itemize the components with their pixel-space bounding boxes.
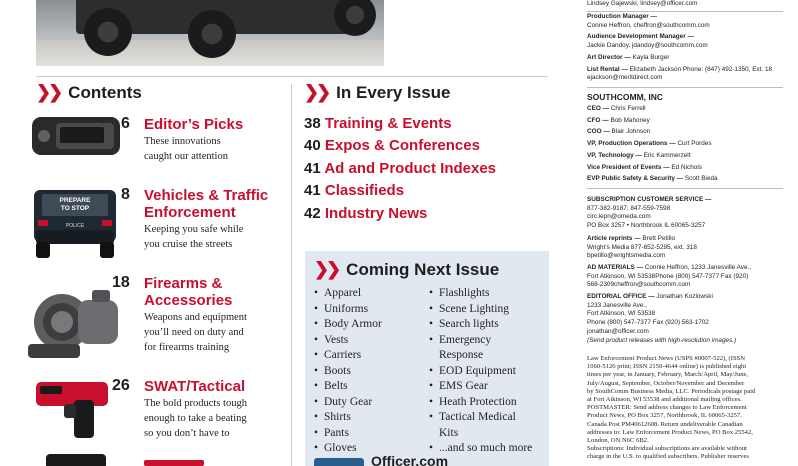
legal-line: London, ON N6C 6B2. bbox=[587, 437, 649, 445]
in-every-issue-list bbox=[304, 113, 496, 225]
issue-label: Ad and Product Indexes bbox=[324, 159, 497, 177]
entry-description bbox=[144, 222, 243, 252]
entry-description bbox=[144, 134, 228, 164]
entry-page-number: 18 bbox=[112, 274, 130, 291]
desc-line: The bold products tough bbox=[144, 398, 247, 409]
issue-item[interactable] bbox=[304, 113, 496, 135]
ad-materials-line: Connie Heffron, 1233 Janesville Ave., bbox=[644, 264, 752, 271]
officer-entry bbox=[587, 115, 787, 127]
officer-name: Ed Nichols bbox=[671, 163, 702, 171]
entry-description bbox=[144, 310, 247, 355]
list-item-line: Tactical Medical bbox=[439, 411, 516, 423]
officer-role: Vice President of Events — bbox=[587, 163, 670, 171]
desc-line: for firearms training bbox=[144, 342, 230, 353]
list-item: • Vests bbox=[314, 333, 432, 349]
staff-name: Jackie Dandoy, jdandoy@southcomm.com bbox=[587, 42, 708, 50]
title-line: Accessories bbox=[144, 292, 233, 309]
legal-line: Law Enforcement Product News (USPS #0007-522), (ISSN bbox=[587, 355, 746, 362]
list-item: • Body Armor bbox=[314, 317, 432, 333]
issue-label: Expos & Conferences bbox=[324, 137, 480, 155]
column-divider bbox=[291, 84, 292, 466]
police-vehicle-thumbnail bbox=[30, 186, 120, 260]
vehicle-text: PREPARE bbox=[59, 197, 91, 204]
staff-role: Audience Development Manager — bbox=[587, 33, 694, 41]
chevron-right-icon: ❯❯ bbox=[36, 82, 61, 102]
officer-role: VP, Technology — bbox=[587, 151, 642, 159]
list-item: • Duty Gear bbox=[314, 395, 432, 411]
title-line: Firearms & bbox=[144, 275, 223, 292]
officer-entry bbox=[587, 138, 787, 150]
photo-wheel-front bbox=[84, 8, 132, 56]
issue-item[interactable] bbox=[304, 158, 496, 180]
coming-next-issue-heading-text: Coming Next Issue bbox=[346, 259, 500, 279]
vehicle-text: POLICE bbox=[65, 223, 85, 229]
officer-name: Chris Ferrell bbox=[610, 105, 646, 112]
list-item: • Boots bbox=[314, 364, 432, 380]
staff-entry bbox=[587, 66, 787, 83]
list-item: • Carriers bbox=[314, 348, 432, 364]
legal-line: 1060-5126 print; ISSN 2150-4644 online) is published eight bbox=[587, 363, 747, 371]
legal-line: POSTMASTER: Send address changes to Law Enforcement bbox=[587, 404, 747, 412]
subscription-heading: SUBSCRIPTION CUSTOMER SERVICE — bbox=[587, 196, 712, 203]
staff-name: Kayla Burger bbox=[632, 53, 670, 61]
ad-materials-block bbox=[587, 264, 787, 290]
officer-entry bbox=[587, 103, 787, 115]
optic-sight-thumbnail bbox=[22, 284, 126, 368]
officer-name: Bob Mahoney bbox=[610, 116, 650, 124]
issue-page: 38 bbox=[304, 115, 321, 132]
staff-entry bbox=[587, 54, 787, 63]
masthead-staff bbox=[587, 13, 787, 83]
masthead-divider bbox=[587, 188, 783, 189]
editorial-line: Phone (800) 547-7377 Fax (920) 563-1702 bbox=[587, 319, 709, 327]
officer-role: EVP Public Safety & Security — bbox=[587, 175, 684, 183]
reprints-block bbox=[587, 235, 787, 261]
desc-line: caught our attention bbox=[144, 151, 228, 162]
photo-wheel-mid bbox=[188, 10, 236, 58]
editorial-line: 1233 Janesville Ave., bbox=[587, 301, 647, 309]
editorial-note: (Send product releases with high-resolution images.) bbox=[587, 336, 737, 344]
cover-vehicle-photo bbox=[36, 0, 384, 66]
desc-line: Weapons and equipment bbox=[144, 312, 247, 323]
ad-materials-role: AD MATERIALS — bbox=[587, 264, 643, 271]
ad-materials-line: 568-2309cheffron@southcomm.com bbox=[587, 281, 691, 289]
title-line: Enforcement bbox=[144, 204, 236, 221]
desc-line: enough to take a beating bbox=[144, 413, 247, 424]
list-item: • Belts bbox=[314, 379, 432, 395]
officer-logo-text[interactable]: Officer.com bbox=[371, 454, 449, 466]
issue-item[interactable] bbox=[304, 203, 496, 225]
issue-item[interactable] bbox=[304, 135, 496, 157]
officer-entry bbox=[587, 126, 787, 138]
staff-entry bbox=[587, 33, 787, 50]
masthead-divider bbox=[587, 11, 783, 12]
list-item-line: Kits bbox=[439, 426, 459, 439]
coming-next-issue-heading bbox=[314, 259, 499, 280]
entry-page-number: 26 bbox=[112, 377, 130, 394]
entry-page-number: 6 bbox=[121, 115, 130, 132]
subscription-line: PO Box 3257 • Northbrook IL 60065-3257 bbox=[587, 222, 706, 230]
entry-description bbox=[144, 396, 247, 441]
list-item bbox=[429, 333, 547, 364]
next-entry-title-fragment bbox=[144, 460, 204, 466]
list-item: • Pants bbox=[314, 426, 432, 442]
list-item: • Shirts bbox=[314, 410, 432, 426]
coming-list-right bbox=[429, 286, 547, 457]
list-item: • Gloves bbox=[314, 441, 432, 457]
list-item: • ...and so much more bbox=[429, 441, 547, 457]
top-divider bbox=[36, 76, 548, 77]
legal-line: times per year, in January, February, March/April, May/June, bbox=[587, 371, 749, 379]
list-item: • Heath Protection bbox=[429, 395, 547, 411]
reprints-name: Brett Petillo bbox=[642, 235, 676, 242]
reprints-line: bpetillo@wrightsmedia.com bbox=[587, 252, 666, 260]
desc-line: so you don’t have to bbox=[144, 428, 230, 439]
desc-line: Keeping you safe while bbox=[144, 224, 244, 235]
title-line: Vehicles & Traffic bbox=[144, 187, 269, 204]
legal-line: at Fort Atkinson, WI 53538 and additional mailing offices. bbox=[587, 396, 742, 404]
next-entry-thumbnail bbox=[46, 454, 106, 466]
legal-line: addresses to: Law Enforcement Product News, PO Box 25542, bbox=[587, 428, 753, 436]
officer-role: COO — bbox=[587, 128, 610, 136]
issue-page: 41 bbox=[304, 159, 321, 177]
subscription-block bbox=[587, 196, 787, 231]
entry-title-firearms[interactable] bbox=[144, 275, 232, 309]
officer-name: Blair Johnson bbox=[611, 128, 651, 136]
reprints-line: Wright’s Media 877-652-5295, ext. 318 bbox=[587, 243, 697, 251]
officer-name: Curt Pordes bbox=[677, 140, 712, 148]
ad-materials-line: Fort Atkinson, WI 53538Phone (800) 547-7377 Fax (920) bbox=[587, 272, 749, 280]
coming-next-issue-box bbox=[305, 251, 549, 466]
photo-wheel-rear bbox=[334, 0, 376, 36]
editorial-block bbox=[587, 293, 787, 345]
subscription-line: 877-382-9187; 847-559-7598 bbox=[587, 204, 671, 212]
masthead-top-line: Lindsey Gajewski, lindsey@officer.com bbox=[587, 0, 698, 7]
desc-line: These innovations bbox=[144, 136, 221, 147]
staff-role: Production Manager — bbox=[587, 13, 657, 20]
staff-role: List Rental — bbox=[587, 65, 628, 73]
subscription-line: circ.lepn@omeda.com bbox=[587, 213, 651, 221]
legal-line: charge in the U.S. to qualified subscribers. Publisher reserves bbox=[587, 453, 749, 461]
issue-label: Classifieds bbox=[324, 182, 405, 200]
issue-item[interactable] bbox=[304, 180, 496, 202]
officer-entry bbox=[587, 173, 787, 185]
staff-name: Elizabeth Jackson Phone: (847) 492-1350, Ext. 18 bbox=[629, 65, 773, 73]
issue-page: 40 bbox=[304, 137, 321, 155]
desc-line: you cruise the streets bbox=[144, 239, 233, 250]
officer-role: CEO — bbox=[587, 105, 610, 112]
entry-title-swat[interactable]: SWAT/Tactical bbox=[144, 378, 246, 395]
issue-label: Training & Events bbox=[324, 115, 452, 132]
editorial-name: Jonathan Kozlowski bbox=[656, 293, 713, 300]
list-item: • Search lights bbox=[429, 317, 547, 333]
chevron-right-icon: ❯❯ bbox=[304, 82, 329, 102]
in-every-issue-heading bbox=[304, 82, 451, 103]
contents-heading-text: Contents bbox=[68, 82, 142, 102]
officer-entry bbox=[587, 162, 787, 174]
editorial-role: EDITORIAL OFFICE — bbox=[587, 293, 655, 300]
editorial-line: jonathan@officer.com bbox=[587, 327, 649, 335]
list-item: • EMS Gear bbox=[429, 379, 547, 395]
entry-title-editors-picks[interactable]: Editor’s Picks bbox=[144, 116, 244, 133]
list-item: • Uniforms bbox=[314, 302, 432, 318]
list-item: • Apparel bbox=[314, 286, 432, 302]
entry-title-vehicles[interactable] bbox=[144, 187, 268, 221]
officer-logo-icon bbox=[314, 458, 364, 466]
legal-line: Subscriptions: Individual subscriptions are available without bbox=[587, 445, 747, 453]
officer-name: Scott Bieda bbox=[684, 175, 718, 183]
officer-entry bbox=[587, 150, 787, 162]
list-item-line: Emergency bbox=[439, 333, 492, 346]
officer-role: VP, Production Operations — bbox=[587, 140, 676, 148]
device-thumbnail bbox=[30, 111, 122, 161]
issue-page: 41 bbox=[304, 182, 321, 200]
chevron-right-icon: ❯❯ bbox=[314, 259, 339, 279]
pepper-spray-thumbnail bbox=[34, 376, 112, 442]
coming-list-left bbox=[314, 286, 432, 457]
legal-line: Product News, PO Box 3257, Northbrook, IL 60065-3257. bbox=[587, 412, 742, 420]
staff-name: Connie Heffron, cheffron@southcomm.com bbox=[587, 21, 710, 29]
list-item: • Scene Lighting bbox=[429, 302, 547, 318]
reprints-role: Article reprints — bbox=[587, 235, 641, 242]
issue-label: Industry News bbox=[324, 204, 428, 222]
list-item: • Flashlights bbox=[429, 286, 547, 302]
legal-line: by SouthComm Business Media, LLC. Periodicals postage paid bbox=[587, 387, 756, 395]
legal-notice bbox=[587, 355, 792, 466]
officer-name: Eric Kammerzelt bbox=[643, 151, 691, 159]
list-item bbox=[429, 410, 547, 441]
issue-page: 42 bbox=[304, 204, 321, 222]
masthead-divider bbox=[587, 87, 783, 88]
staff-role: Art Director — bbox=[587, 53, 631, 61]
desc-line: you’ll need on duty and bbox=[144, 327, 244, 338]
in-every-issue-heading-text: In Every Issue bbox=[336, 82, 451, 102]
list-item-line: Response bbox=[439, 349, 484, 361]
contents-heading bbox=[36, 82, 142, 103]
list-item: • EOD Equipment bbox=[429, 364, 547, 380]
legal-line: July/August, September, October/November and December bbox=[587, 379, 745, 387]
company-officers bbox=[587, 103, 787, 185]
entry-page-number: 8 bbox=[121, 186, 130, 203]
staff-entry bbox=[587, 13, 787, 30]
officer-role: CFO — bbox=[587, 116, 609, 124]
editorial-line: Fort Atkinson, WI 53538 bbox=[587, 310, 656, 318]
legal-line: Canada Post PM40612608. Return undeliverable Canadian bbox=[587, 420, 743, 428]
company-name: SOUTHCOMM, INC bbox=[587, 92, 664, 102]
vehicle-text: TO STOP bbox=[60, 205, 90, 212]
staff-email: ejackson@meritdirect.com bbox=[587, 74, 663, 82]
